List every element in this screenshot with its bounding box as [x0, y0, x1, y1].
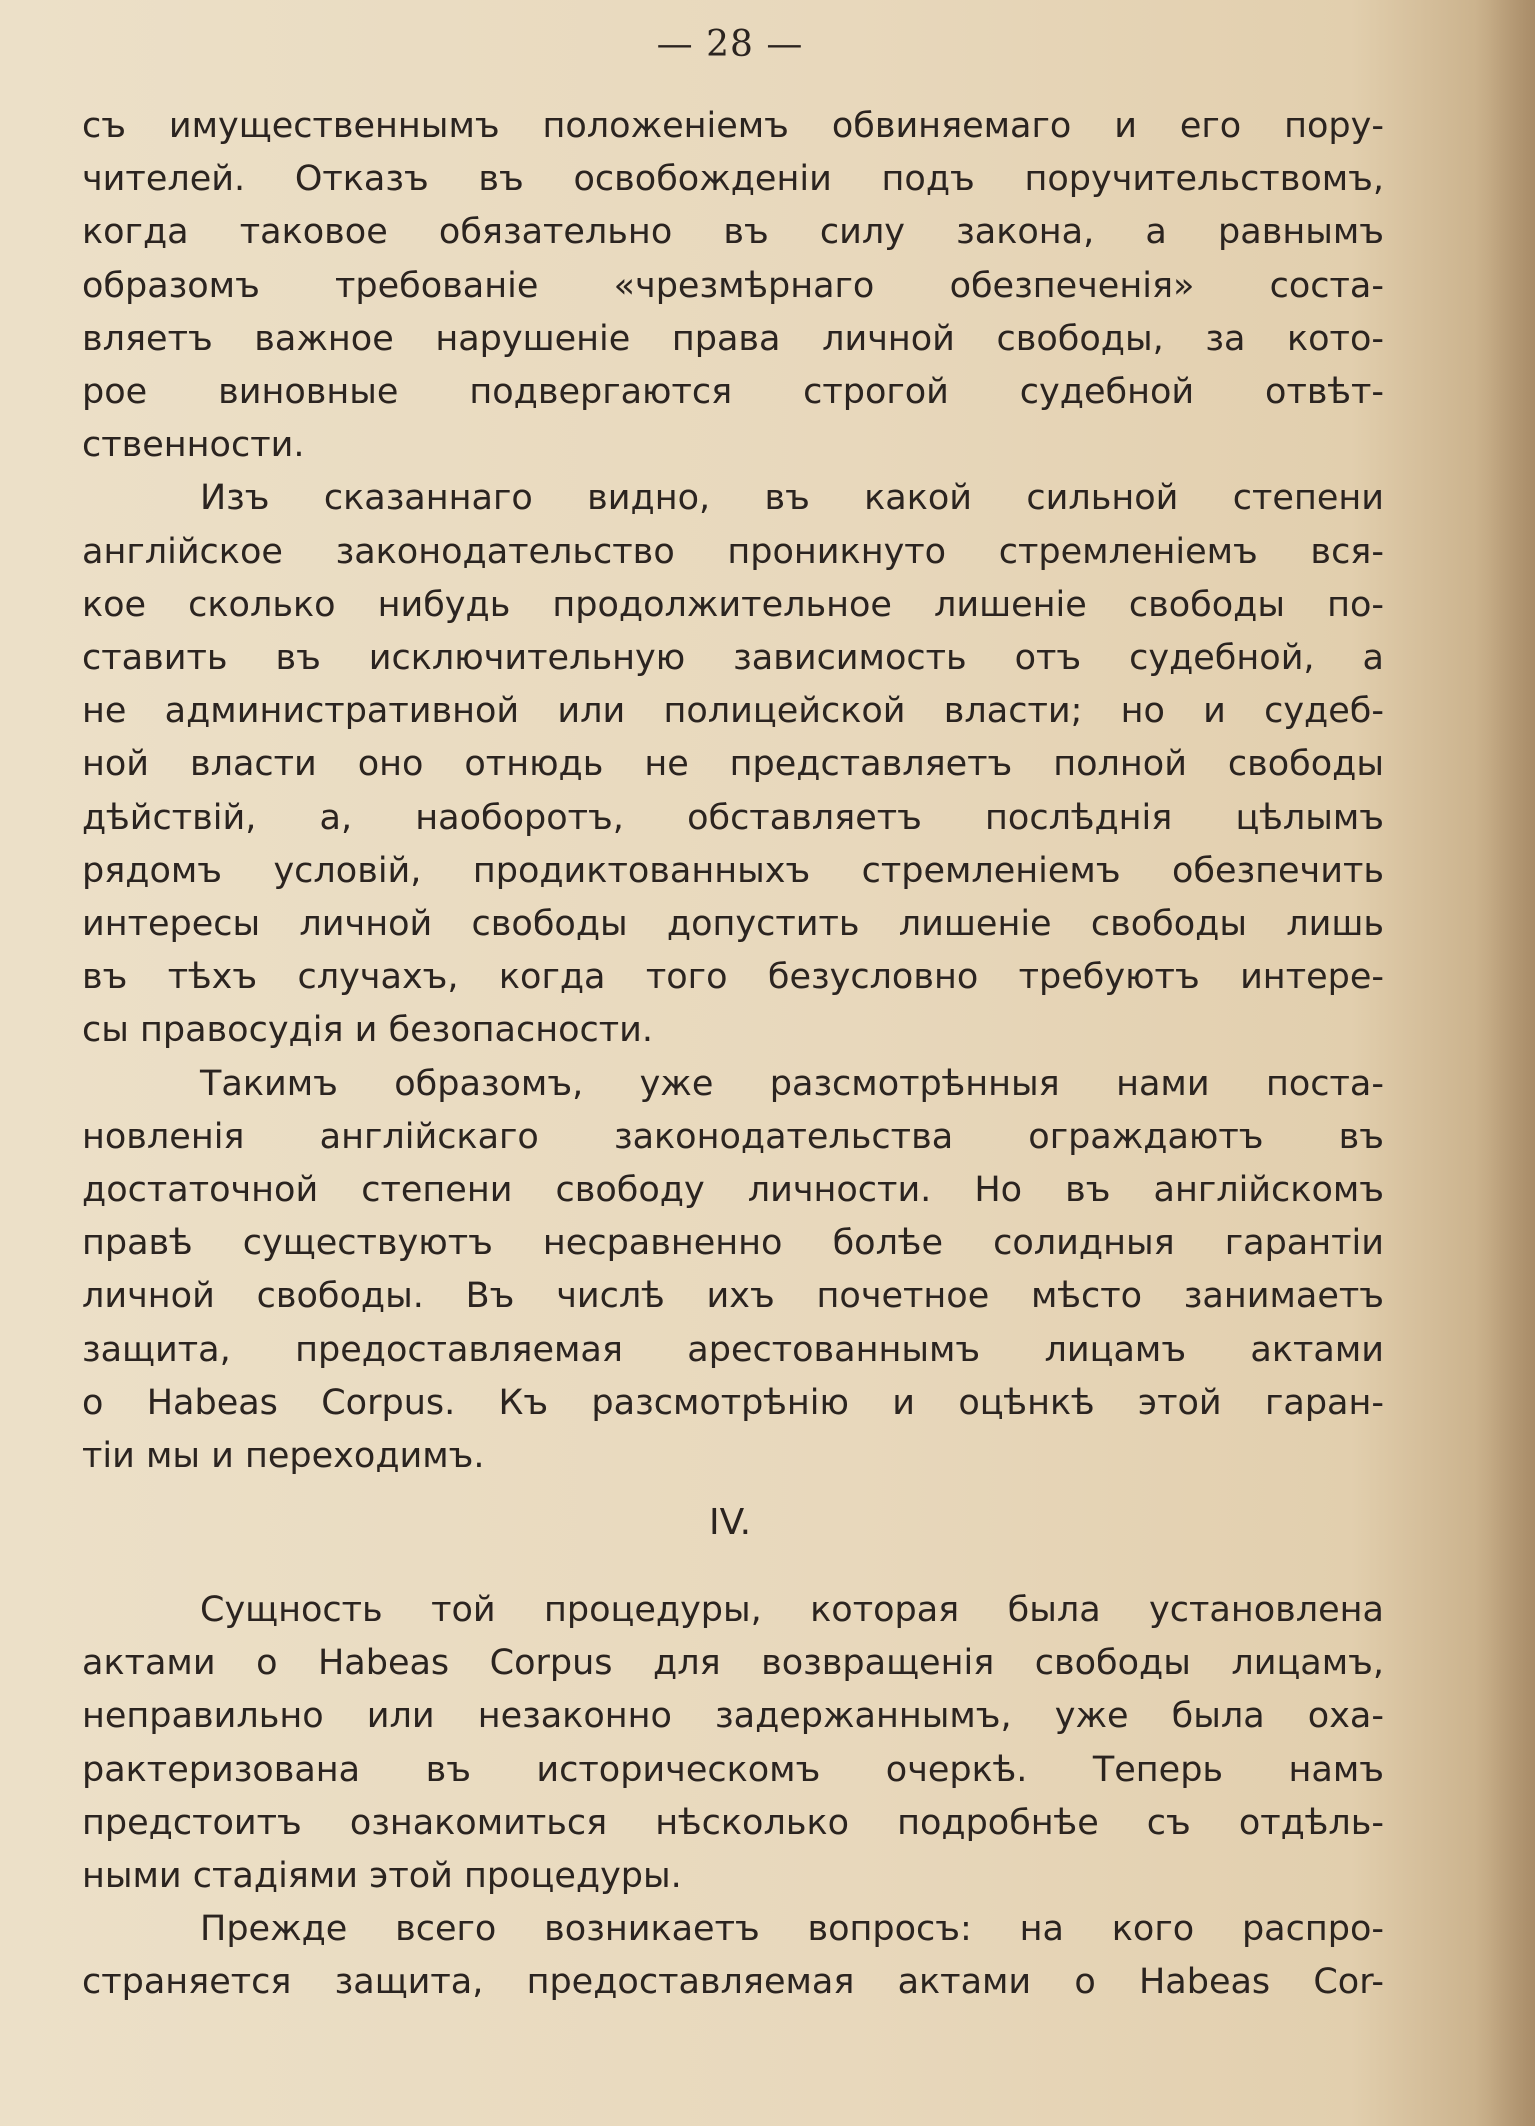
- text-line: Изъ сказаннаго видно, въ какой сильной степени: [200, 478, 1384, 519]
- text-line: дѣйствiй, а, наоборотъ, обставляетъ послѣднiя цѣлымъ: [82, 797, 1384, 838]
- page-number: — 28 —: [656, 24, 804, 65]
- text-line: съ имущественнымъ положенiемъ обвиняемаго и его пору-: [82, 106, 1384, 146]
- text-line: рядомъ условiй, продиктованныхъ стремленiемъ обезпечить: [82, 850, 1384, 891]
- text-line: ставить въ исключительную зависимость отъ судебной, а: [82, 638, 1384, 679]
- text-line: неправильно или незаконно задержаннымъ, уже была оха-: [82, 1696, 1384, 1737]
- text-line: ной власти оно отнюдь не представляетъ полной свободы: [82, 744, 1384, 785]
- text-line: рое виновные подвергаются строгой судебной отвѣт-: [82, 372, 1384, 413]
- text-line: новленiя англiйскаго законодательства ограждаютъ въ: [82, 1116, 1384, 1157]
- text-block-bottom: [82, 1584, 1384, 2010]
- page-edge-shadow: [1475, 0, 1535, 2126]
- text-line: тiи мы и переходимъ.: [82, 1436, 485, 1477]
- text-line: ными стадiями этой процедуры.: [82, 1856, 682, 1897]
- text-line: Такимъ образомъ, уже разсмотрѣнныя нами поста-: [200, 1063, 1384, 1104]
- text-line: въ тѣхъ случахъ, когда того безусловно требуютъ интере-: [82, 957, 1384, 998]
- text-line: защита, предоставляемая арестованнымъ лицамъ актами: [82, 1329, 1384, 1370]
- text-line: достаточной степени свободу личности. Но въ англiйскомъ: [82, 1170, 1384, 1211]
- text-line: когда таковое обязательно въ силу закона, а равнымъ: [82, 212, 1384, 253]
- text-line: образомъ требованiе «чрезмѣрнаго обезпеченiя» соста-: [82, 265, 1384, 306]
- text-line: Сущность той процедуры, которая была установлена: [200, 1590, 1384, 1630]
- text-line: страняется защита, предоставляемая актами о Habeas Cor-: [82, 1962, 1384, 2003]
- text-line: кое сколько нибудь продолжительное лишенiе свободы по-: [82, 584, 1384, 625]
- text-line: не административной или полицейской власти; но и судеб-: [82, 691, 1384, 732]
- text-line: сы правосудiя и безопасности.: [82, 1010, 654, 1051]
- section-heading: IV.: [708, 1502, 752, 1543]
- text-line: правѣ существуютъ несравненно болѣе солидныя гарантiи: [82, 1223, 1384, 1264]
- text-line: рактеризована въ историческомъ очеркѣ. Теперь намъ: [82, 1749, 1384, 1790]
- text-line: предстоитъ ознакомиться нѣсколько подробнѣе съ отдѣль-: [82, 1802, 1384, 1843]
- text-line: Прежде всего возникаетъ вопросъ: на кого распро-: [200, 1909, 1384, 1950]
- text-line: англiйское законодательство проникнуто стремленiемъ вся-: [82, 531, 1384, 572]
- text-line: чителей. Отказъ въ освобожденiи подъ поручительствомъ,: [82, 159, 1384, 200]
- text-block-top: [82, 100, 1384, 1483]
- text-line: личной свободы. Въ числѣ ихъ почетное мѣсто занимаетъ: [82, 1276, 1384, 1317]
- text-line: актами о Habeas Corpus для возвращенiя свободы лицамъ,: [82, 1643, 1384, 1684]
- text-line: вляетъ важное нарушенiе права личной свободы, за кото-: [82, 318, 1384, 359]
- text-line: интересы личной свободы допустить лишенiе свободы лишь: [82, 904, 1384, 945]
- text-line: ственности.: [82, 425, 305, 466]
- text-line: о Habeas Corpus. Къ разсмотрѣнiю и оцѣнкѣ этой гаран-: [82, 1382, 1384, 1423]
